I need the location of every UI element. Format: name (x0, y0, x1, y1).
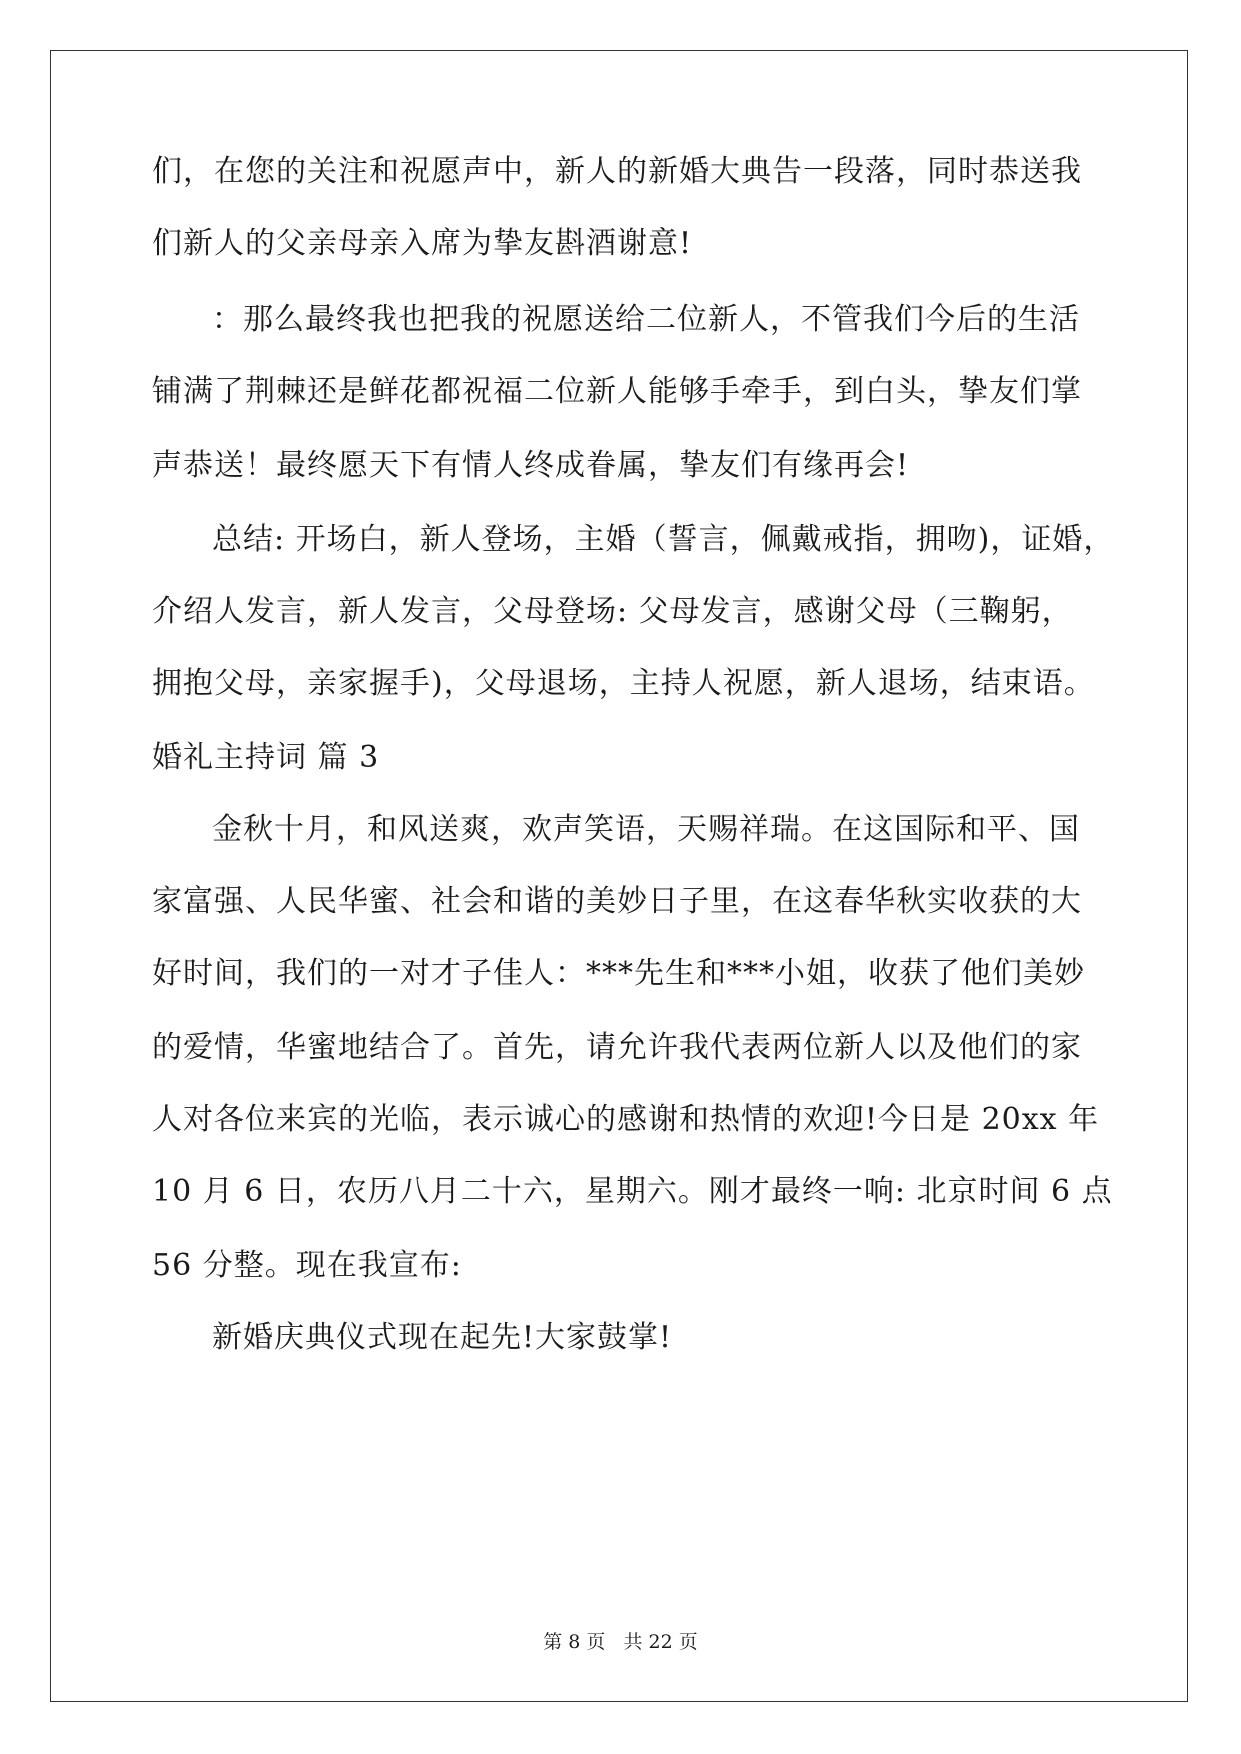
text-line: 的爱情，华蜜地结合了。首先，请允许我代表两位新人以及他们的家 (152, 1030, 1082, 1065)
text-line: 们，在您的关注和祝愿声中，新人的新婚大典告一段落，同时恭送我 (152, 154, 1082, 189)
text-line: 好时间，我们的一对才子佳人：***先生和***小姐，收获了他们美妙 (152, 956, 1085, 991)
text-line: 声恭送！最终愿天下有情人终成眷属，挚友们有缘再会! (152, 448, 910, 483)
page-footer (0, 1630, 1241, 1654)
text-line: 铺满了荆棘还是鲜花都祝福二位新人能够手牵手，到白头，挚友们掌 (152, 374, 1082, 409)
page-number: 第 8 页 (543, 1631, 606, 1653)
text-line: 人对各位来宾的光临，表示诚心的感谢和热情的欢迎!今日是 20xx 年 (152, 1102, 1100, 1137)
text-line: 金秋十月，和风送爽，欢声笑语，天赐祥瑞。在这国际和平、国 (212, 812, 1080, 847)
page-total: 共 22 页 (623, 1631, 698, 1653)
text-line: 拥抱父母，亲家握手)，父母退场，主持人祝愿，新人退场，结束语。 (152, 666, 1095, 701)
text-line: 们新人的父亲母亲入席为挚友斟酒谢意! (152, 226, 693, 261)
page-border (50, 50, 1188, 1702)
text-line: 10 月 6 日，农历八月二十六，星期六。刚才最终一响: 北京时间 6 点 (152, 1174, 1113, 1209)
section-heading: 婚礼主持词 篇 3 (152, 740, 380, 775)
text-line: 介绍人发言，新人发言，父母登场: 父母发言，感谢父母（三鞠躬， (152, 594, 1073, 629)
text-line: 56 分整。现在我宣布: (152, 1248, 462, 1283)
text-line: 家富强、人民华蜜、社会和谐的美妙日子里，在这春华秋实收获的大 (152, 884, 1082, 919)
text-line: ：那么最终我也把我的祝愿送给二位新人，不管我们今后的生活 (212, 302, 1080, 337)
text-line: 总结: 开场白，新人登场，主婚（誓言，佩戴戒指，拥吻)，证婚， (212, 522, 1115, 557)
text-line: 新婚庆典仪式现在起先!大家鼓掌! (212, 1320, 673, 1355)
